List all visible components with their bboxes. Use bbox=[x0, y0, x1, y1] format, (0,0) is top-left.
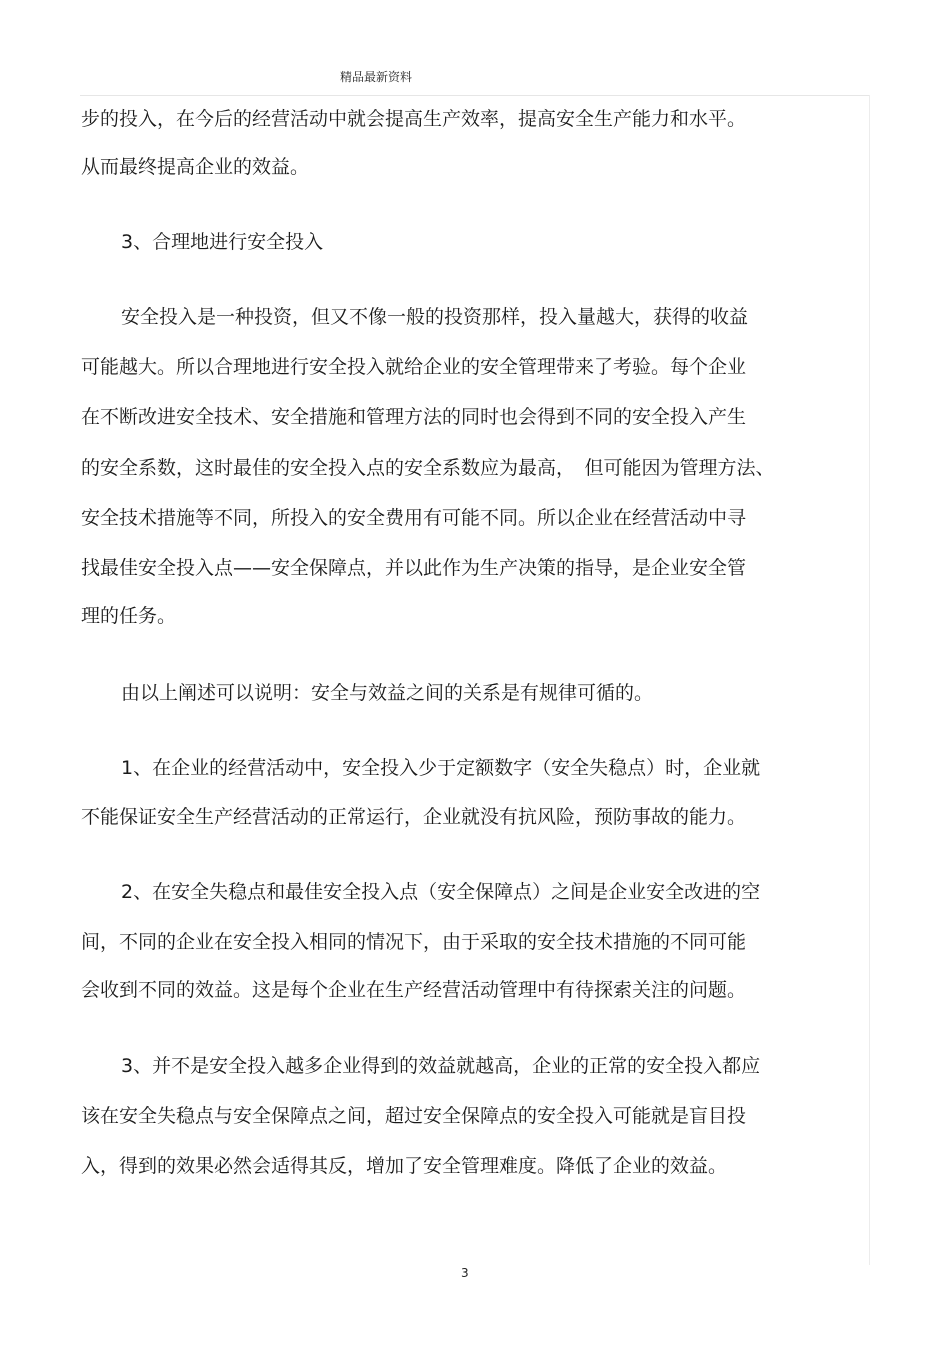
text-line: 从而最终提高企业的效益。 bbox=[81, 156, 310, 178]
text-line: 可能越大。所以合理地进行安全投入就给企业的安全管理带来了考验。每个企业 bbox=[81, 356, 747, 378]
page-number: 3 bbox=[461, 1266, 469, 1280]
text-line: 安全技术措施等不同，所投入的安全费用有可能不同。所以企业在经营活动中寻 bbox=[81, 507, 747, 529]
list-item: 2、在安全失稳点和最佳安全投入点（安全保障点）之间是企业安全改进的空 bbox=[121, 881, 761, 903]
text-line: 在不断改进安全技术、安全措施和管理方法的同时也会得到不同的安全投入产生 bbox=[81, 406, 747, 428]
text-line: 间，不同的企业在安全投入相同的情况下，由于采取的安全技术措施的不同可能 bbox=[81, 931, 747, 953]
header-divider bbox=[80, 95, 870, 96]
page-header: 精品最新资料 bbox=[340, 70, 413, 84]
text-line: 找最佳安全投入点——安全保障点，并以此作为生产决策的指导，是企业安全管 bbox=[81, 557, 747, 579]
right-margin-line bbox=[869, 95, 870, 1265]
section-heading: 3、合理地进行安全投入 bbox=[121, 231, 324, 253]
text-line: 由以上阐述可以说明：安全与效益之间的关系是有规律可循的。 bbox=[121, 682, 654, 704]
text-line: 的安全系数，这时最佳的安全投入点的安全系数应为最高， 但可能因为管理方法、 bbox=[81, 457, 775, 479]
text-line: 入，得到的效果必然会适得其反，增加了安全管理难度。降低了企业的效益。 bbox=[81, 1155, 728, 1177]
list-item: 1、在企业的经营活动中，安全投入少于定额数字（安全失稳点）时，企业就 bbox=[121, 757, 761, 779]
text-line: 安全投入是一种投资，但又不像一般的投资那样，投入量越大，获得的收益 bbox=[121, 306, 749, 328]
text-line: 会收到不同的效益。这是每个企业在生产经营活动管理中有待探索关注的问题。 bbox=[81, 979, 747, 1001]
text-line: 理的任务。 bbox=[81, 605, 177, 627]
list-item: 3、并不是安全投入越多企业得到的效益就越高，企业的正常的安全投入都应 bbox=[121, 1055, 761, 1077]
text-line: 步的投入，在今后的经营活动中就会提高生产效率，提高安全生产能力和水平。 bbox=[81, 108, 747, 130]
text-line: 不能保证安全生产经营活动的正常运行，企业就没有抗风险，预防事故的能力。 bbox=[81, 806, 747, 828]
text-line: 该在安全失稳点与安全保障点之间，超过安全保障点的安全投入可能就是盲目投 bbox=[81, 1105, 747, 1127]
